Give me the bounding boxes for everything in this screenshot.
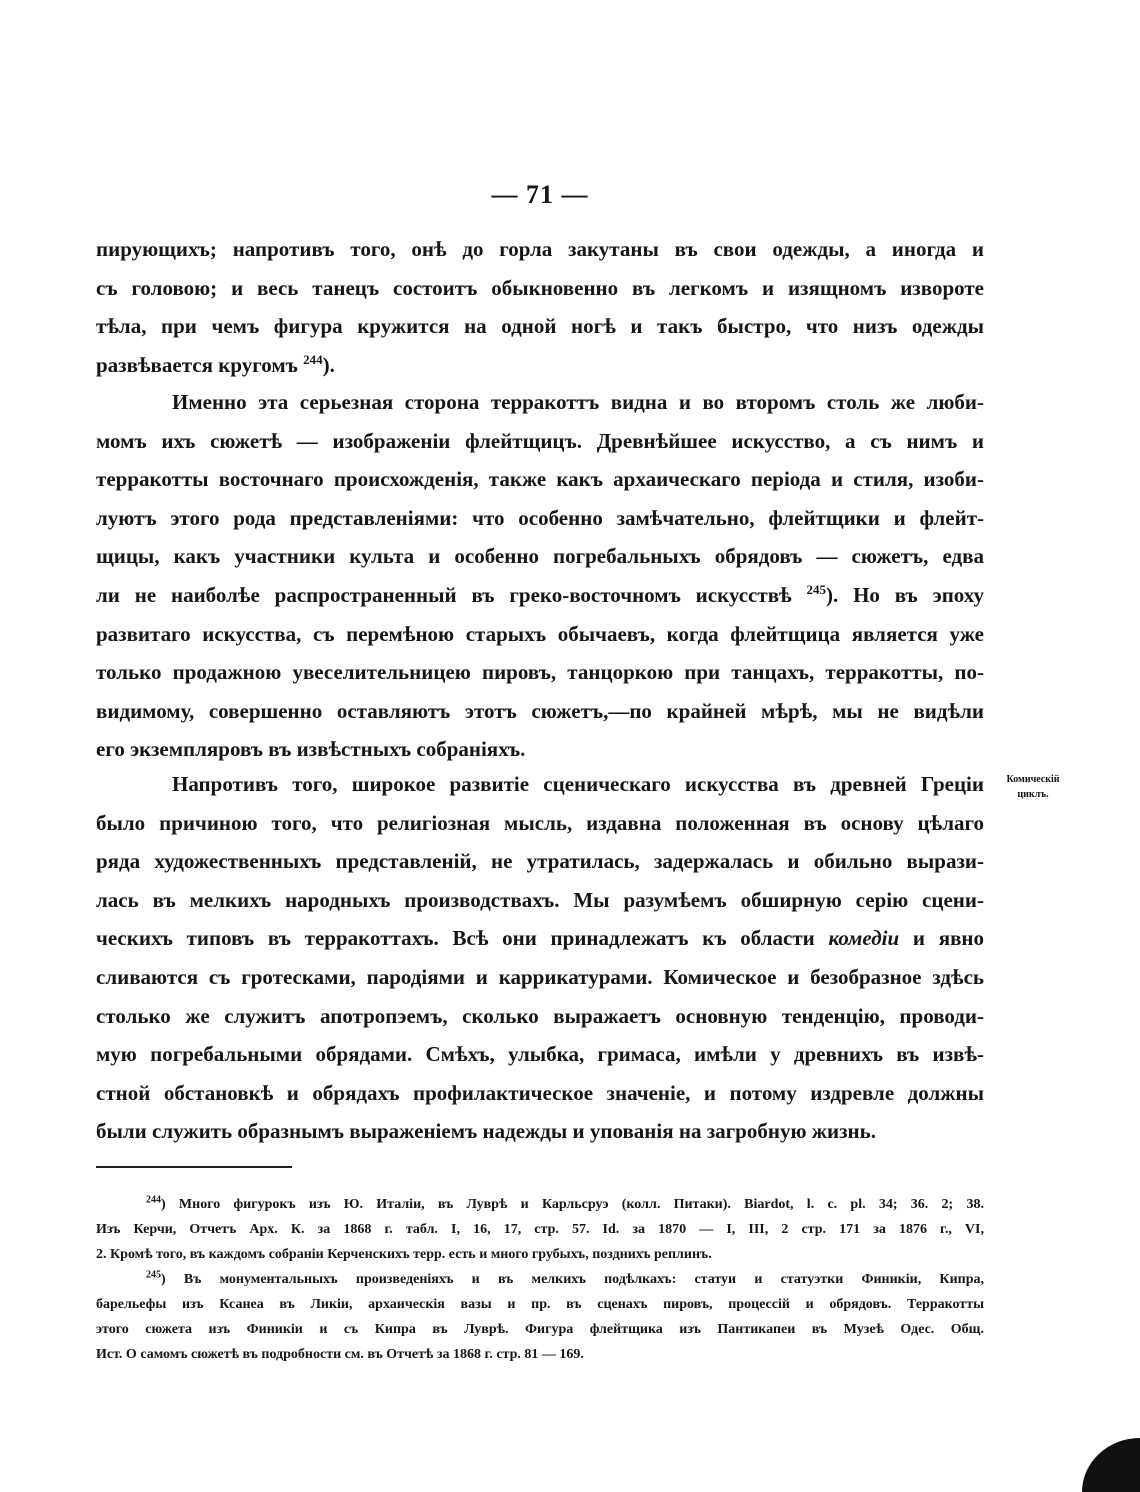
footnote-line: Изъ Керчи, Отчетъ Арх. К. за 1868 г. табл. I, 16, 17, стр. 57. Id. за 1870 — I, III, 2 стр. 171 за 1876 г., VI, (96, 1222, 984, 1237)
text-line (96, 919, 984, 958)
text-line: ряда художественныхъ представленiй, не утратилась, задержалась и обильно вырази- (96, 849, 984, 874)
text-line: сливаются съ гротесками, пародiями и каррикатурами. Комическое и безобразное здѣсь (96, 964, 984, 989)
footnote-line: 2. Кромѣ того, въ каждомъ собранiи Керченскихъ терр. есть и много грубыхъ, позднихъ реплинъ. (96, 1247, 712, 1262)
footnote-line: этого сюжета изъ Финикiи и съ Кипра въ Луврѣ. Фигура флейтщика изъ Пантикапеи въ Музеѣ Одес. Общ. (96, 1322, 984, 1337)
text-line: столько же служитъ апотропэемъ, сколько выражаетъ основную тенденцiю, проводи- (96, 1003, 984, 1028)
text-line: тѣла, при чемъ фигура кружится на одной ногѣ и такъ быстро, что низъ одежды (96, 314, 984, 339)
text-line: луютъ этого рода представленiями: что особенно замѣчательно, флейтщики и флейт- (96, 505, 984, 530)
text-line (96, 576, 984, 615)
text-fragment: ли не наиболѣе распространенный въ греко-восточномъ искусствѣ (96, 582, 792, 607)
text-line: Именно эта серьезная сторона терракоттъ видна и во второмъ столь же люби- (172, 390, 984, 414)
text-fragment: ). Но въ эпоху (825, 582, 984, 607)
text-line: были служить образнымъ выраженiемъ надежды и упованiя на загробную жизнь. (96, 1119, 876, 1144)
text-line: терракотты восточнаго происхожденiя, также какъ архаическаго перiода и стиля, изоби- (96, 467, 984, 492)
italic-term: комедiи (828, 926, 900, 951)
footnote-line (96, 1267, 984, 1292)
text-line: стной обстановкѣ и обрядахъ профилактическое значенiе, и потому издревле должны (96, 1080, 984, 1105)
footnotes (96, 1192, 984, 1367)
footnote-line: Ист. О самомъ сюжетѣ въ подробности см. въ Отчетѣ за 1868 г. стр. 81 — 169. (96, 1347, 584, 1362)
footnote-line (96, 1192, 984, 1217)
scan-corner-mark (1082, 1438, 1140, 1492)
text-fragment: ). (322, 352, 335, 377)
text-fragment: ческихъ типовъ въ терракоттахъ. Всѣ они принадлежатъ къ области (96, 926, 815, 951)
text-line: его экземпляровъ въ извѣстныхъ собранiяхъ. (96, 737, 526, 762)
text-fragment: развѣвается кругомъ (96, 352, 298, 377)
text-line: лась въ мелкихъ народныхъ производствахъ. Мы разумѣемъ обширную серiю сцени- (96, 887, 984, 912)
footnote-ref[interactable]: 244 (303, 351, 323, 367)
footnote-marker: 244 (146, 1194, 161, 1206)
margin-note-line: Комическiй (1006, 774, 1060, 785)
text-line: щицы, какъ участники культа и особенно погребальныхъ обрядовъ — сюжетъ, едва (96, 544, 984, 569)
paragraph-2 (96, 383, 984, 769)
text-line: развитаго искусства, съ перемѣною старыхъ обычаевъ, когда флейтщица является уже (96, 621, 984, 646)
margin-note-line: циклъ. (1017, 789, 1049, 800)
footnote-divider (96, 1166, 292, 1168)
text-line: было причиною того, что религiозная мысль, издавна положенная въ основу цѣлаго (96, 810, 984, 835)
text-line (96, 346, 984, 385)
text-fragment: и явно (912, 926, 985, 951)
text-line: только продажною увеселительницею пировъ, танцоркою при танцахъ, терракотты, по- (96, 660, 984, 685)
text-line: съ головою; и весь танецъ состоитъ обыкновенно въ легкомъ и изящномъ извороте (96, 275, 984, 300)
text-fragment: ) Въ монументальныхъ произведенiяхъ и въ мелкихъ подѣлкахъ: статуи и статуэтки Финикiи, Кипра, (161, 1272, 984, 1287)
footnote-marker: 245 (146, 1269, 161, 1281)
text-line: мую погребальными обрядами. Смѣхъ, улыбка, гримаса, имѣли у древнихъ въ извѣ- (96, 1042, 984, 1067)
text-line: видимому, совершенно оставляютъ этотъ сюжетъ,—по крайней мѣрѣ, мы не видѣли (96, 698, 984, 723)
footnote-ref[interactable]: 245 (806, 581, 826, 597)
text-fragment: ) Много фигурокъ изъ Ю. Италiи, въ Луврѣ и Карльсруэ (колл. Питаки). Biardot, l. c. pl. 34; 36. 2; 38. (161, 1197, 984, 1212)
text-line: Напротивъ того, широкое развитiе сценическаго искусства въ древней Грецiи (172, 772, 984, 796)
paragraph-1 (96, 230, 984, 384)
margin-note (996, 772, 1070, 802)
paragraph-3 (96, 765, 984, 1151)
page-number: — 71 — (491, 180, 589, 209)
text-line: пирующихъ; напротивъ того, онѣ до горла закутаны въ свои одежды, а иногда и (96, 237, 984, 261)
footnote-line: барельефы изъ Ксанеа въ Ликiи, архаическiя вазы и пр. въ сценахъ пировъ, процессiй и обрядовъ. Терракотты (96, 1297, 984, 1312)
text-line: момъ ихъ сюжетѣ — изображенiи флейтщицъ. Древнѣйшее искусство, а съ нимъ и (96, 428, 984, 453)
